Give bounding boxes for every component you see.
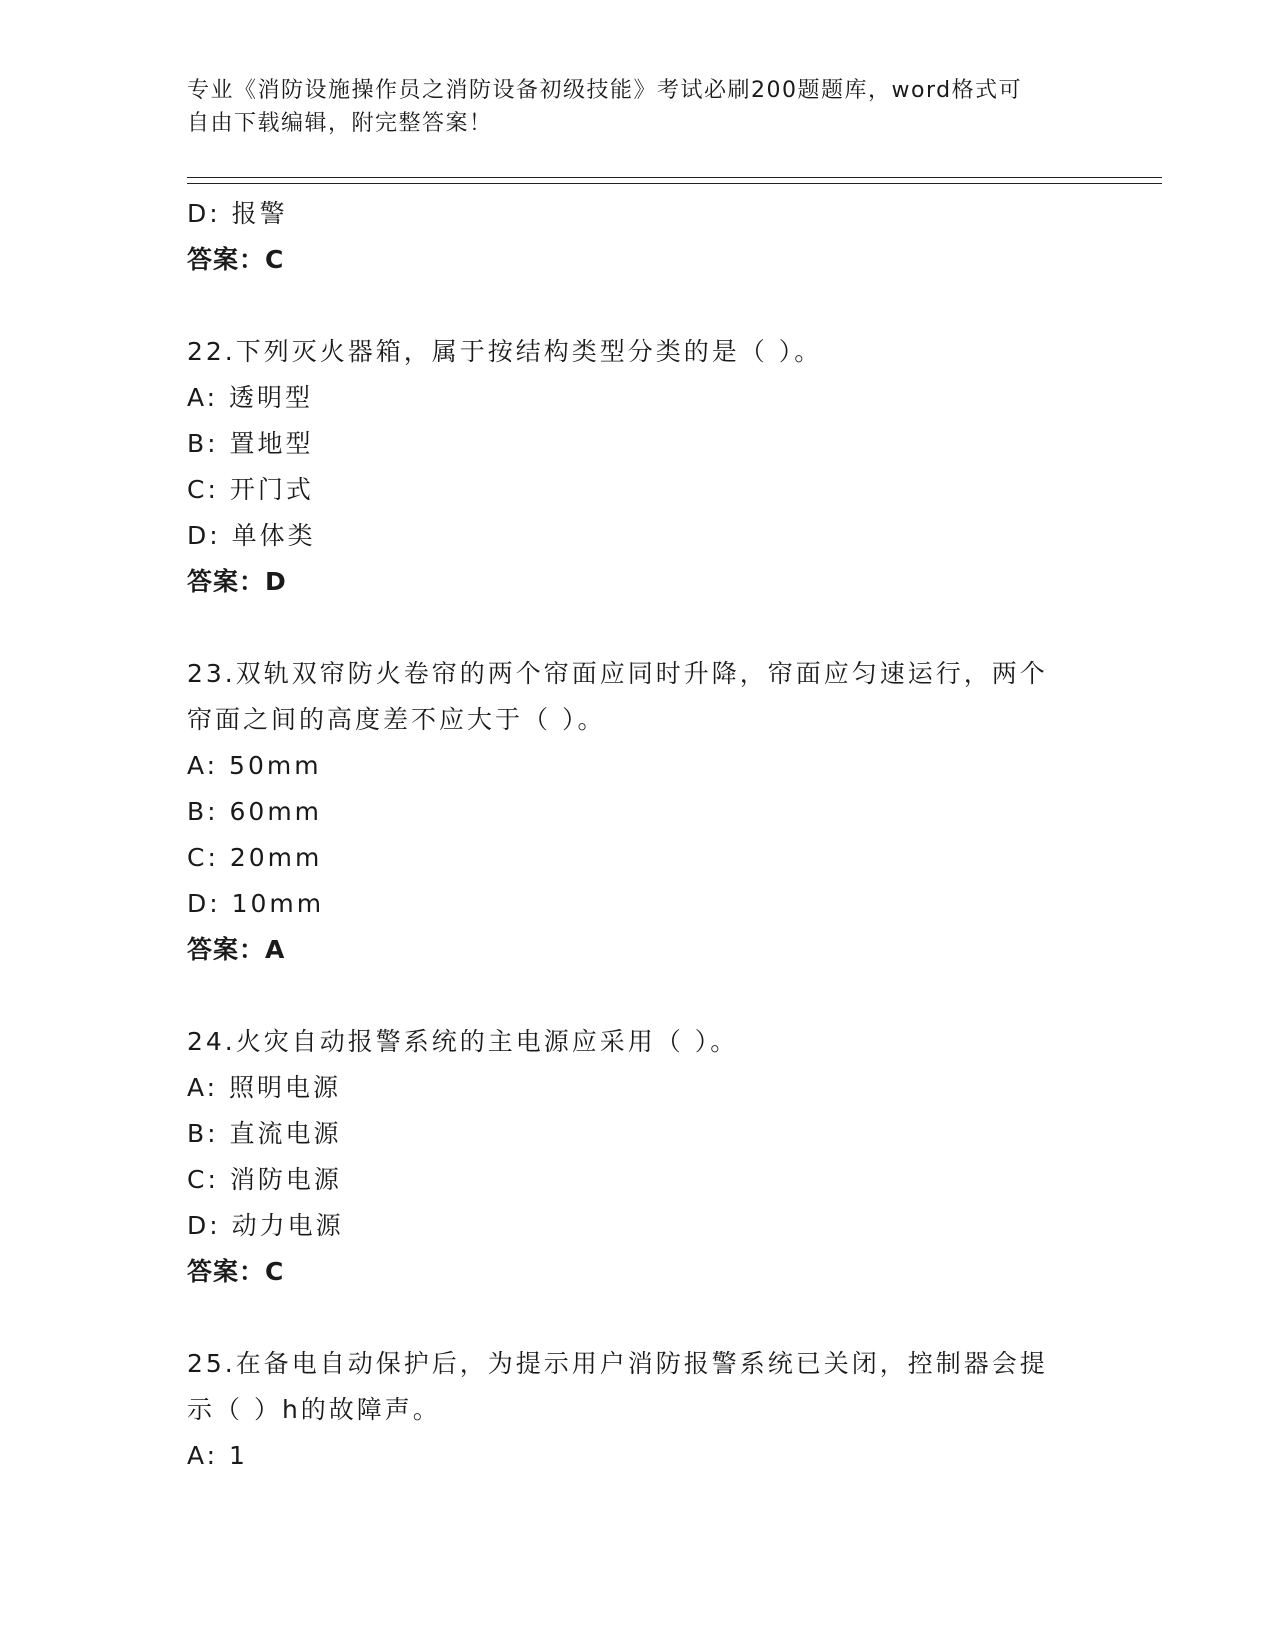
document-header (187, 74, 1067, 140)
option-c: C: 开门式 (187, 475, 314, 504)
option-a: A: 照明电源 (187, 1073, 342, 1102)
header-title-line-2: 自由下载编辑，附完整答案！ (187, 111, 493, 136)
spacer (187, 1295, 1087, 1341)
question-stem-line-2: 示（ ）h的故障声。 (187, 1395, 441, 1424)
question-21-answer: 答案：C (187, 245, 285, 274)
header-divider-top (187, 177, 1162, 178)
spacer (187, 973, 1087, 1019)
question-stem: 22.下列灭火器箱，属于按结构类型分类的是（ ）。 (187, 337, 823, 366)
answer: 答案：A (187, 935, 286, 964)
header-divider-bottom (187, 183, 1162, 184)
option-b: B: 60mm (187, 797, 323, 826)
option-c: C: 20mm (187, 843, 323, 872)
option-b: B: 直流电源 (187, 1119, 342, 1148)
header-title-line-1: 专业《消防设施操作员之消防设备初级技能》考试必刷200题题库，word格式可 (187, 78, 1023, 103)
spacer (187, 605, 1087, 651)
option-a: A: 50mm (187, 751, 322, 780)
document-page (187, 0, 1162, 1650)
question-stem: 24.火灾自动报警系统的主电源应采用（ ）。 (187, 1027, 739, 1056)
question-stem-line-2: 帘面之间的高度差不应大于（ ）。 (187, 705, 606, 734)
option-c: C: 消防电源 (187, 1165, 342, 1194)
option-d: D: 动力电源 (187, 1211, 344, 1240)
spacer (187, 283, 1087, 329)
question-25 (187, 1341, 1087, 1479)
answer: 答案：D (187, 567, 287, 596)
option-a: A: 透明型 (187, 383, 314, 412)
option-d: D: 单体类 (187, 521, 316, 550)
question-21-option-d: D: 报警 (187, 199, 288, 228)
answer: 答案：C (187, 1257, 285, 1286)
question-22 (187, 329, 1087, 605)
question-stem-line-1: 25.在备电自动保护后，为提示用户消防报警系统已关闭，控制器会提 (187, 1349, 1048, 1378)
option-d: D: 10mm (187, 889, 325, 918)
option-b: B: 置地型 (187, 429, 314, 458)
option-a: A: 1 (187, 1441, 248, 1470)
question-23 (187, 651, 1087, 973)
question-24 (187, 1019, 1087, 1295)
document-body (187, 191, 1087, 1479)
question-stem-line-1: 23.双轨双帘防火卷帘的两个帘面应同时升降，帘面应匀速运行，两个 (187, 659, 1048, 688)
